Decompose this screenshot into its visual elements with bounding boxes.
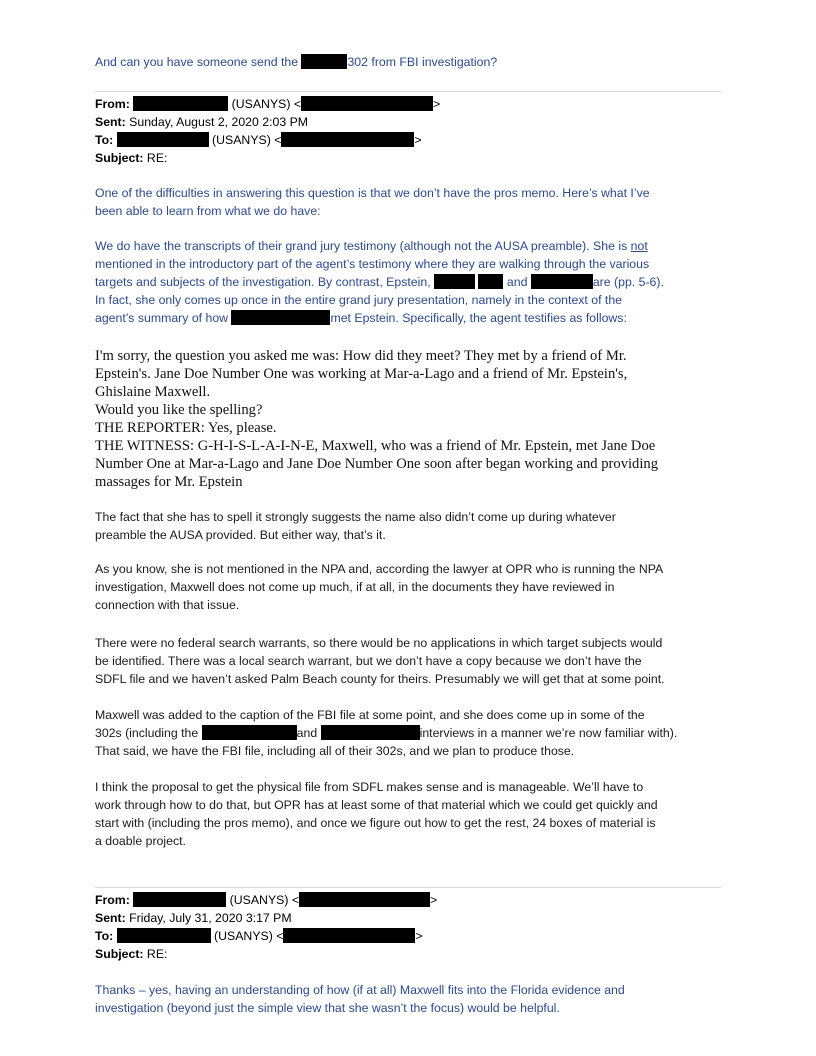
text-segment: Maxwell was added to the caption of the FBI file at some point, and she does come up in some of the [95,708,645,722]
subject-line [95,149,440,167]
text-line [95,202,650,220]
text-segment: In fact, she only comes up once in the entire grand jury presentation, namely in the context of the [95,293,623,307]
divider [95,887,721,888]
text-line [95,670,665,688]
text-segment: agent’s summary of how [95,311,232,325]
to-label: To: [95,929,114,943]
text-segment: As you know, she is not mentioned in the NPA and, according the lawyer at OPR who is running the NPA [95,562,664,576]
text-line [95,255,664,273]
from-line [95,95,440,113]
to-line [95,927,437,945]
from-label: From: [95,893,130,907]
sent-label: Sent: [95,911,126,925]
to-org: (USANYS) < [210,929,284,943]
body-paragraph [95,560,663,614]
to-org: (USANYS) < [208,133,282,147]
text-segment: Number One at Mar-a-Lago and Jane Doe Number One soon after began working and providing [95,456,659,472]
text-segment: 302 from FBI investigation? [347,55,498,69]
text-segment: are (pp. 5-6). [592,275,664,289]
text-line [95,455,658,473]
text-segment: been able to learn from what we do have: [95,204,321,218]
redaction [478,274,503,289]
intro-message [95,53,497,71]
redaction [117,928,211,943]
body-paragraph [95,508,616,544]
sent-label: Sent: [95,115,126,129]
from-org: (USANYS) < [228,97,302,111]
redaction [117,132,209,147]
text-segment: We do have the transcripts of their grand jury testimony (although not the AUSA preamble). She is [95,239,631,253]
text-segment: investigation (beyond just the simple view that she wasn’t the focus) would be helpful. [95,1001,560,1015]
text-line [95,742,677,760]
text-line [95,832,658,850]
text-line [95,706,677,724]
text-segment: start with (including the pros memo), and once we figure out how to get the rest, 24 boxes of material is [95,816,656,830]
redaction [231,310,330,325]
text-line [95,347,658,365]
text-line [95,309,664,327]
text-line [95,526,616,544]
text-segment: Thanks – yes, having an understanding of how (if at all) Maxwell fits into the Florida evidence and [95,983,625,997]
text-segment: SDFL file and we haven’t asked Palm Beach county for theirs. Presumably we will get that at some point. [95,672,665,686]
text-line [95,401,658,419]
from-line [95,891,437,909]
text-segment: be identified. There was a local search warrant, but we don’t have a copy because we don’t have the [95,654,642,668]
redaction [283,928,415,943]
body-paragraph [95,706,677,760]
to-line [95,131,440,149]
text-segment: That said, we have the FBI file, including all of their 302s, and we plan to produce those. [95,744,575,758]
text-line [95,596,663,614]
to-label: To: [95,133,114,147]
text-line [95,508,616,526]
text-line [95,53,497,71]
text-segment: and [296,726,321,740]
text-line [95,273,664,291]
text-segment: I think the proposal to get the physical file from SDFL makes sense and is manageable. We’ll have to [95,780,644,794]
text-segment: connection with that issue. [95,598,240,612]
text-line [95,560,663,578]
sent-value: Friday, July 31, 2020 3:17 PM [125,911,292,925]
body-paragraph [95,778,658,850]
text-segment: And can you have someone send the [95,55,302,69]
body-paragraph [95,237,664,327]
text-line [95,419,658,437]
text-line [95,778,658,796]
text-segment: and [503,275,531,289]
text-segment: I'm sorry, the question you asked me was: How did they meet? They met by a friend of Mr. [95,348,627,364]
from-org: (USANYS) < [226,893,300,907]
text-line [95,652,665,670]
text-segment: targets and subjects of the investigation. By contrast, Epstein, [95,275,435,289]
redaction [202,725,297,740]
subject-label: Subject: [95,947,144,961]
text-segment: investigation, Maxwell does not come up much, if at all, in the documents they have reviewed in [95,580,615,594]
subject-label: Subject: [95,151,144,165]
text-segment: THE WITNESS: G-H-I-S-L-A-I-N-E, Maxwell, who was a friend of Mr. Epstein, met Jane Doe [95,438,656,454]
email-header-2 [95,891,437,963]
redaction [301,54,347,69]
subject-line [95,945,437,963]
from-end: > [430,893,438,907]
redaction [301,96,433,111]
text-segment: There were no federal search warrants, so there would be no applications in which target subjects would [95,636,663,650]
to-end: > [415,929,423,943]
subject-value: RE: [143,151,168,165]
text-line [95,437,658,455]
text-line [95,578,663,596]
body-paragraph [95,184,650,220]
redaction [321,725,420,740]
redaction [434,274,475,289]
text-line [95,814,658,832]
text-line [95,383,658,401]
text-segment: a doable project. [95,834,186,848]
sent-line [95,909,437,927]
text-segment: Would you like the spelling? [95,402,263,418]
sent-value: Sunday, August 2, 2020 2:03 PM [125,115,309,129]
text-line [95,724,677,742]
redaction [133,96,228,111]
text-segment: work through how to do that, but OPR has at least some of that material which we could get quickly and [95,798,658,812]
text-line [95,796,658,814]
text-line [95,473,658,491]
sent-line [95,113,440,131]
closing-message [95,981,625,1017]
email-header-1 [95,95,440,167]
transcript-quote [95,347,658,491]
divider [95,91,721,92]
to-end: > [414,133,422,147]
from-end: > [433,97,441,111]
text-segment: One of the difficulties in answering this question is that we don’t have the pros memo. Here’s what I’ve [95,186,650,200]
text-line [95,634,665,652]
from-label: From: [95,97,130,111]
text-segment: interviews in a manner we’re now familiar with). [419,726,678,740]
redaction [531,274,593,289]
body-paragraph [95,634,665,688]
text-segment: massages for Mr. Epstein [95,474,243,490]
text-line [95,999,625,1017]
redaction [299,892,430,907]
text-line [95,184,650,202]
text-line [95,291,664,309]
text-line [95,981,625,999]
text-segment: met Epstein. Specifically, the agent testifies as follows: [330,311,627,325]
subject-value: RE: [143,947,168,961]
text-segment: Epstein's. Jane Doe Number One was working at Mar-a-Lago and a friend of Mr. Epstein's, [95,366,628,382]
text-line [95,237,664,255]
text-segment: mentioned in the introductory part of the agent’s testimony where they are walking through the various [95,257,650,271]
text-segment: The fact that she has to spell it strongly suggests the name also didn’t come up during whatever [95,510,616,524]
text-segment: Ghislaine Maxwell. [95,384,211,400]
text-segment: THE REPORTER: Yes, please. [95,420,277,436]
text-line [95,365,658,383]
underlined-text: not [630,239,648,253]
redaction [133,892,226,907]
redaction [281,132,414,147]
text-segment: 302s (including the [95,726,202,740]
text-segment: preamble the AUSA provided. But either way, that’s it. [95,528,386,542]
